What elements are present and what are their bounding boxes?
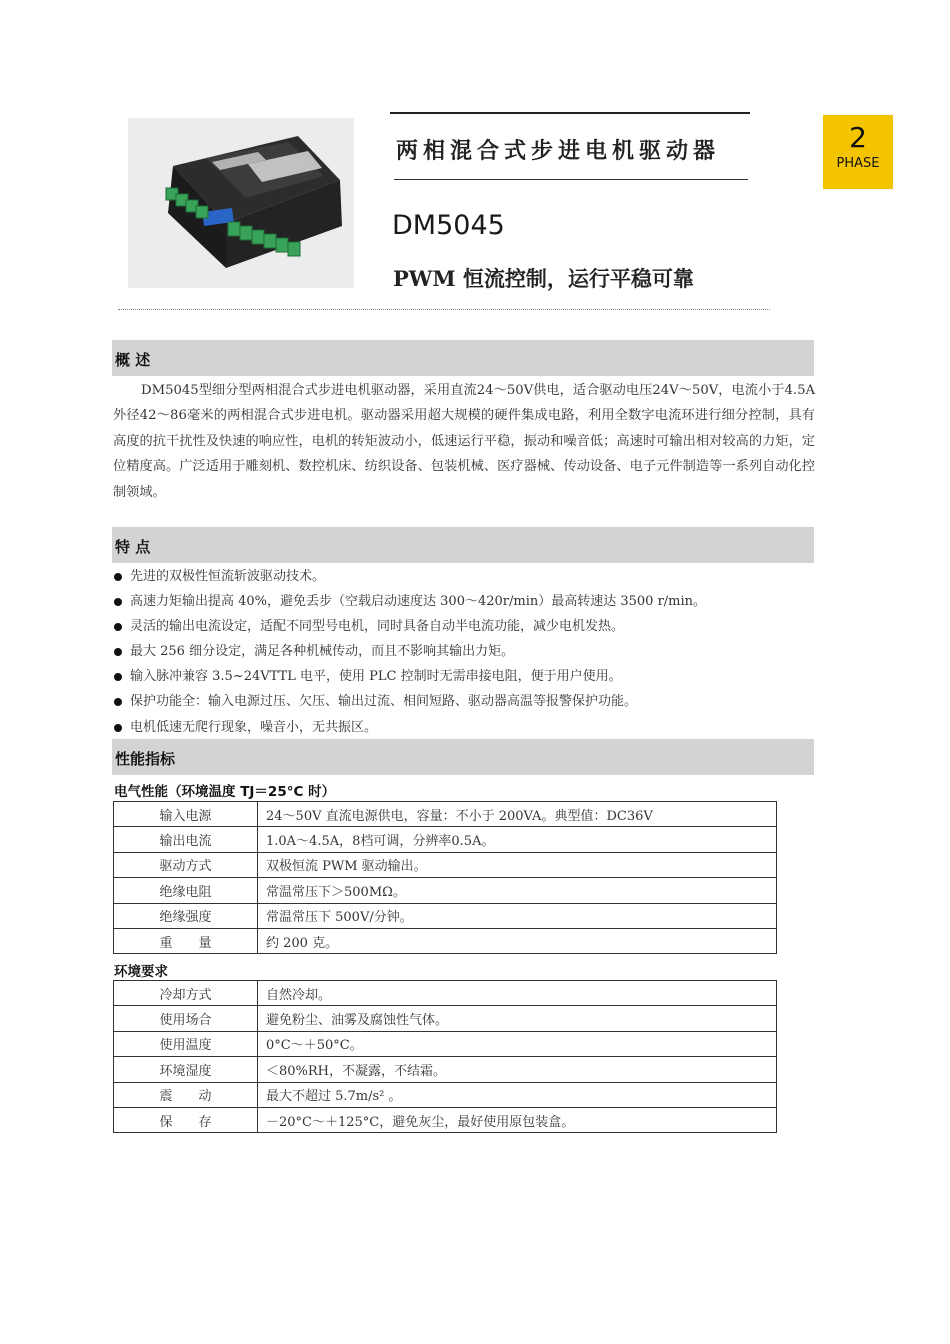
table-row bbox=[114, 852, 777, 877]
list-item: 灵活的输出电流设定，适配不同型号电机，同时具备自动半电流功能，减少电机发热。 bbox=[112, 614, 812, 639]
title-bottom-rule bbox=[394, 179, 748, 180]
overview-paragraph: DM5045型细分型两相混合式步进电机驱动器，采用直流24～50V供电，适合驱动电压24V～50V，电流小于4.5A外径42～86毫米的两相混合式步进电机。驱动器采用超大规模的硬件集成电路，利用全数字电流环进行细分控制，具有高度的抗干扰性及快速的响应性，电机的转矩波动小，低速运行平稳，振动和噪音低；高速时可输出相对较高的力矩，定位精度高。广泛适用于雕刻机、数控机床、纺织设备、包装机械、医疗器械、传动设备、电子元件制造等一系列自动化控制领域。 bbox=[113, 383, 815, 500]
feature-list bbox=[112, 564, 812, 740]
spec-key: 绝缘强度 bbox=[114, 903, 258, 928]
phase-number: 2 bbox=[849, 121, 867, 154]
section-bar-overview bbox=[112, 340, 814, 376]
spec-key: 输出电流 bbox=[114, 827, 258, 852]
table-row bbox=[114, 928, 777, 953]
model-number: DM5045 bbox=[392, 210, 505, 241]
product-photo bbox=[128, 118, 354, 288]
spec-key: 重 量 bbox=[114, 928, 258, 953]
table-row bbox=[114, 903, 777, 928]
section-bar-features bbox=[112, 527, 814, 563]
spec-key: 驱动方式 bbox=[114, 852, 258, 877]
environment-subheading: 环境要求 bbox=[114, 964, 168, 980]
spec-value: －20°C～＋125°C，避免灰尘，最好使用原包装盒。 bbox=[258, 1107, 777, 1132]
tagline: PWM 恒流控制，运行平稳可靠 bbox=[393, 266, 694, 291]
electrical-subheading: 电气性能（环境温度 TJ＝25°C 时） bbox=[114, 784, 336, 800]
section-heading: 性能指标 bbox=[115, 750, 176, 768]
spec-value: 24～50V 直流电源供电，容量：不小于 200VA。典型值：DC36V bbox=[258, 802, 777, 827]
table-row bbox=[114, 1057, 777, 1082]
spec-value: ＜80%RH，不凝露，不结霜。 bbox=[258, 1057, 777, 1082]
list-item: 输入脉冲兼容 3.5~24VTTL 电平，使用 PLC 控制时无需串接电阻，便于用户使用。 bbox=[112, 664, 812, 689]
stepper-driver-image bbox=[128, 118, 354, 288]
table-row bbox=[114, 827, 777, 852]
spec-key: 使用温度 bbox=[114, 1031, 258, 1056]
spec-key: 绝缘电阻 bbox=[114, 878, 258, 903]
spec-value: 0°C～＋50°C。 bbox=[258, 1031, 777, 1056]
spec-value: 自然冷却。 bbox=[258, 981, 777, 1006]
list-item: 电机低速无爬行现象，噪音小，无共振区。 bbox=[112, 715, 812, 740]
spec-value: 常温常压下 500V/分钟。 bbox=[258, 903, 777, 928]
table-row bbox=[114, 878, 777, 903]
title-top-rule bbox=[390, 112, 750, 114]
spec-key: 输入电源 bbox=[114, 802, 258, 827]
list-item: 最大 256 细分设定，满足各种机械传动，而且不影响其输出力矩。 bbox=[112, 639, 812, 664]
list-item: 先进的双极性恒流斩波驱动技术。 bbox=[112, 564, 812, 589]
spec-value: 常温常压下＞500MΩ。 bbox=[258, 878, 777, 903]
phase-badge bbox=[823, 115, 893, 189]
table-row bbox=[114, 1006, 777, 1031]
table-row bbox=[114, 1107, 777, 1132]
spec-value: 最大不超过 5.7m/s² 。 bbox=[258, 1082, 777, 1107]
spec-key: 冷却方式 bbox=[114, 981, 258, 1006]
spec-value: 双极恒流 PWM 驱动输出。 bbox=[258, 852, 777, 877]
dotted-divider bbox=[118, 309, 770, 310]
spec-key: 震 动 bbox=[114, 1082, 258, 1107]
spec-value: 约 200 克。 bbox=[258, 928, 777, 953]
spec-value: 避免粉尘、油雾及腐蚀性气体。 bbox=[258, 1006, 777, 1031]
list-item: 保护功能全：输入电源过压、欠压、输出过流、相间短路、驱动器高温等报警保护功能。 bbox=[112, 689, 812, 714]
section-heading: 特 点 bbox=[115, 538, 151, 556]
environment-spec-table bbox=[113, 980, 777, 1133]
list-item: 高速力矩输出提高 40%，避免丢步（空载启动速度达 300～420r/min）最高转速达 3500 r/min。 bbox=[112, 589, 812, 614]
table-row bbox=[114, 802, 777, 827]
phase-label: PHASE bbox=[836, 156, 880, 171]
table-row bbox=[114, 1082, 777, 1107]
spec-value: 1.0A～4.5A，8档可调，分辨率0.5A。 bbox=[258, 827, 777, 852]
section-bar-performance bbox=[112, 739, 814, 775]
spec-key: 保 存 bbox=[114, 1107, 258, 1132]
spec-key: 使用场合 bbox=[114, 1006, 258, 1031]
section-heading: 概 述 bbox=[115, 351, 151, 369]
spec-key: 环境湿度 bbox=[114, 1057, 258, 1082]
table-row bbox=[114, 981, 777, 1006]
electrical-spec-table bbox=[113, 801, 777, 954]
page-title: 两相混合式步进电机驱动器 bbox=[396, 138, 721, 164]
table-row bbox=[114, 1031, 777, 1056]
